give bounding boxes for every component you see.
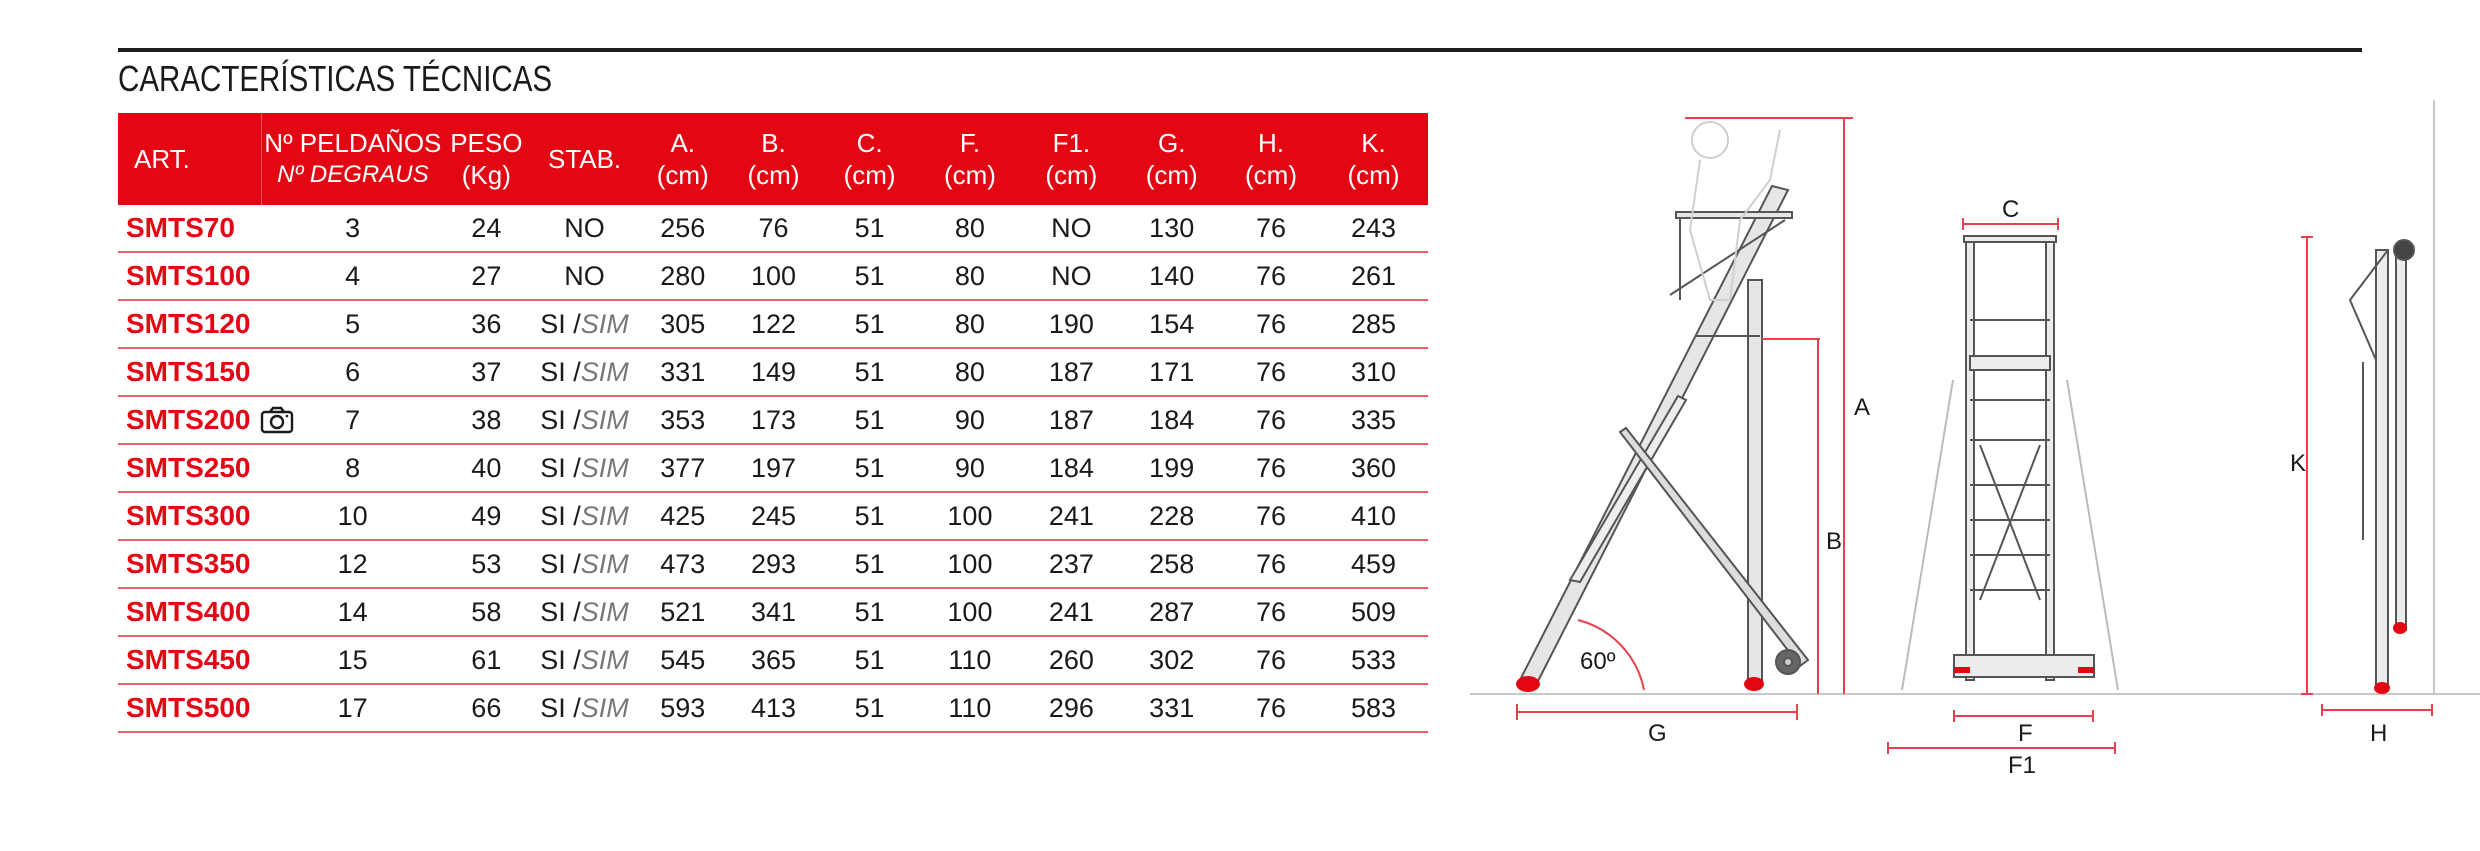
cell-weight: 40 bbox=[444, 444, 529, 492]
page-title: CARACTERÍSTICAS TÉCNICAS bbox=[118, 58, 553, 99]
cell-h: 76 bbox=[1223, 300, 1319, 348]
cell-stab: SI /SIM bbox=[529, 492, 640, 540]
label-angle: 60º bbox=[1580, 648, 1616, 675]
cell-a: 256 bbox=[640, 205, 725, 252]
table-row bbox=[118, 205, 1428, 252]
cell-b: 341 bbox=[725, 588, 821, 636]
cell-g: 302 bbox=[1120, 636, 1222, 684]
cell-f1: 187 bbox=[1022, 348, 1120, 396]
table-row bbox=[118, 588, 1428, 636]
cell-a: 473 bbox=[640, 540, 725, 588]
cell-k: 509 bbox=[1319, 588, 1428, 636]
cell-h: 76 bbox=[1223, 540, 1319, 588]
cell-art: SMTS70 bbox=[118, 205, 262, 252]
cell-steps: 7 bbox=[262, 396, 444, 444]
cell-steps: 3 bbox=[262, 205, 444, 252]
table-row bbox=[118, 492, 1428, 540]
cell-b: 245 bbox=[725, 492, 821, 540]
cell-a: 521 bbox=[640, 588, 725, 636]
label-b: B bbox=[1826, 528, 1843, 555]
cell-f1: 190 bbox=[1022, 300, 1120, 348]
header-f1: F1. (cm) bbox=[1022, 113, 1120, 205]
cell-a: 353 bbox=[640, 396, 725, 444]
cell-f1: NO bbox=[1022, 205, 1120, 252]
header-c: C. (cm) bbox=[822, 113, 918, 205]
header-a: A. (cm) bbox=[640, 113, 725, 205]
cell-c: 51 bbox=[822, 444, 918, 492]
cell-stab: NO bbox=[529, 205, 640, 252]
cell-c: 51 bbox=[822, 300, 918, 348]
cell-f: 90 bbox=[918, 444, 1023, 492]
cell-steps: 5 bbox=[262, 300, 444, 348]
cell-f: 110 bbox=[918, 684, 1023, 732]
cell-h: 76 bbox=[1223, 636, 1319, 684]
side-view bbox=[1520, 186, 1808, 685]
cell-steps: 8 bbox=[262, 444, 444, 492]
cell-steps: 10 bbox=[262, 492, 444, 540]
cell-stab: SI /SIM bbox=[529, 636, 640, 684]
label-a: A bbox=[1854, 394, 1871, 421]
cell-stab: SI /SIM bbox=[529, 684, 640, 732]
header-f: F. (cm) bbox=[918, 113, 1023, 205]
cell-k: 335 bbox=[1319, 396, 1428, 444]
cell-b: 293 bbox=[725, 540, 821, 588]
cell-h: 76 bbox=[1223, 684, 1319, 732]
cell-g: 171 bbox=[1120, 348, 1222, 396]
cell-f: 80 bbox=[918, 252, 1023, 300]
cell-h: 76 bbox=[1223, 348, 1319, 396]
cell-g: 184 bbox=[1120, 396, 1222, 444]
table-row bbox=[118, 396, 1428, 444]
cell-steps: 4 bbox=[262, 252, 444, 300]
cell-c: 51 bbox=[822, 396, 918, 444]
cell-h: 76 bbox=[1223, 492, 1319, 540]
table-header-row bbox=[118, 113, 1428, 205]
cell-art: SMTS500 bbox=[118, 684, 262, 732]
cell-a: 331 bbox=[640, 348, 725, 396]
header-g: G. (cm) bbox=[1120, 113, 1222, 205]
cell-steps: 15 bbox=[262, 636, 444, 684]
cell-g: 140 bbox=[1120, 252, 1222, 300]
cell-weight: 27 bbox=[444, 252, 529, 300]
label-f: F bbox=[2018, 720, 2033, 747]
cell-k: 410 bbox=[1319, 492, 1428, 540]
cell-f1: 296 bbox=[1022, 684, 1120, 732]
front-view bbox=[1902, 236, 2118, 690]
cell-c: 51 bbox=[822, 252, 918, 300]
cell-f1: 260 bbox=[1022, 636, 1120, 684]
cell-f: 90 bbox=[918, 396, 1023, 444]
cell-c: 51 bbox=[822, 588, 918, 636]
cell-h: 76 bbox=[1223, 205, 1319, 252]
cell-g: 130 bbox=[1120, 205, 1222, 252]
cell-k: 285 bbox=[1319, 300, 1428, 348]
cell-b: 76 bbox=[725, 205, 821, 252]
table-row bbox=[118, 444, 1428, 492]
cell-art: SMTS350 bbox=[118, 540, 262, 588]
cell-stab: SI /SIM bbox=[529, 444, 640, 492]
cell-g: 228 bbox=[1120, 492, 1222, 540]
cell-art: SMTS400 bbox=[118, 588, 262, 636]
cell-g: 287 bbox=[1120, 588, 1222, 636]
table-row bbox=[118, 300, 1428, 348]
cell-f1: 187 bbox=[1022, 396, 1120, 444]
cell-h: 76 bbox=[1223, 444, 1319, 492]
table-row bbox=[118, 684, 1428, 732]
cell-weight: 24 bbox=[444, 205, 529, 252]
cell-steps: 17 bbox=[262, 684, 444, 732]
dimension-lines bbox=[1517, 118, 1853, 720]
cell-k: 261 bbox=[1319, 252, 1428, 300]
cell-steps: 6 bbox=[262, 348, 444, 396]
cell-b: 413 bbox=[725, 684, 821, 732]
cell-weight: 58 bbox=[444, 588, 529, 636]
cell-f: 80 bbox=[918, 348, 1023, 396]
cell-stab: SI /SIM bbox=[529, 348, 640, 396]
top-rule bbox=[118, 48, 2362, 52]
cell-weight: 37 bbox=[444, 348, 529, 396]
cell-stab: SI /SIM bbox=[529, 540, 640, 588]
cell-b: 197 bbox=[725, 444, 821, 492]
cell-f1: 241 bbox=[1022, 492, 1120, 540]
cell-b: 365 bbox=[725, 636, 821, 684]
cell-weight: 36 bbox=[444, 300, 529, 348]
cell-g: 199 bbox=[1120, 444, 1222, 492]
label-k: K bbox=[2290, 450, 2307, 477]
cell-f1: NO bbox=[1022, 252, 1120, 300]
cell-weight: 61 bbox=[444, 636, 529, 684]
cell-f1: 237 bbox=[1022, 540, 1120, 588]
cell-c: 51 bbox=[822, 492, 918, 540]
ladder-drawing bbox=[1470, 100, 2480, 800]
cell-f: 80 bbox=[918, 300, 1023, 348]
cell-k: 533 bbox=[1319, 636, 1428, 684]
cell-f1: 184 bbox=[1022, 444, 1120, 492]
camera-icon[interactable] bbox=[260, 406, 294, 434]
header-stab: STAB. bbox=[529, 113, 640, 205]
cell-weight: 38 bbox=[444, 396, 529, 444]
cell-weight: 66 bbox=[444, 684, 529, 732]
cell-art: SMTS300 bbox=[118, 492, 262, 540]
cell-b: 149 bbox=[725, 348, 821, 396]
table-row bbox=[118, 636, 1428, 684]
cell-stab: SI /SIM bbox=[529, 588, 640, 636]
cell-steps: 14 bbox=[262, 588, 444, 636]
folded-view bbox=[2350, 240, 2414, 690]
cell-a: 377 bbox=[640, 444, 725, 492]
cell-steps: 12 bbox=[262, 540, 444, 588]
ladder-diagram bbox=[1470, 100, 2480, 800]
cell-f: 80 bbox=[918, 205, 1023, 252]
cell-c: 51 bbox=[822, 684, 918, 732]
cell-a: 280 bbox=[640, 252, 725, 300]
cell-k: 459 bbox=[1319, 540, 1428, 588]
cell-f1: 241 bbox=[1022, 588, 1120, 636]
cell-h: 76 bbox=[1223, 588, 1319, 636]
cell-g: 154 bbox=[1120, 300, 1222, 348]
cell-weight: 49 bbox=[444, 492, 529, 540]
cell-art: SMTS450 bbox=[118, 636, 262, 684]
cell-k: 310 bbox=[1319, 348, 1428, 396]
label-g: G bbox=[1648, 720, 1667, 747]
cell-g: 258 bbox=[1120, 540, 1222, 588]
cell-stab: NO bbox=[529, 252, 640, 300]
table-row bbox=[118, 540, 1428, 588]
cell-b: 100 bbox=[725, 252, 821, 300]
cell-k: 583 bbox=[1319, 684, 1428, 732]
cell-art: SMTS250 bbox=[118, 444, 262, 492]
cell-g: 331 bbox=[1120, 684, 1222, 732]
cell-a: 425 bbox=[640, 492, 725, 540]
cell-c: 51 bbox=[822, 636, 918, 684]
cell-b: 122 bbox=[725, 300, 821, 348]
cell-c: 51 bbox=[822, 540, 918, 588]
cell-a: 593 bbox=[640, 684, 725, 732]
cell-stab: SI /SIM bbox=[529, 396, 640, 444]
header-k: K. (cm) bbox=[1319, 113, 1428, 205]
cell-f: 100 bbox=[918, 588, 1023, 636]
cell-a: 305 bbox=[640, 300, 725, 348]
header-b: B. (cm) bbox=[725, 113, 821, 205]
cell-c: 51 bbox=[822, 348, 918, 396]
header-weight: PESO (Kg) bbox=[444, 113, 529, 205]
cell-art: SMTS200 bbox=[118, 396, 262, 444]
spec-table bbox=[118, 113, 1428, 733]
cell-k: 360 bbox=[1319, 444, 1428, 492]
table-row bbox=[118, 348, 1428, 396]
cell-a: 545 bbox=[640, 636, 725, 684]
cell-art: SMTS100 bbox=[118, 252, 262, 300]
header-steps: Nº PELDAÑOS Nº DEGRAUS bbox=[262, 113, 444, 205]
header-h: H. (cm) bbox=[1223, 113, 1319, 205]
label-h: H bbox=[2370, 720, 2388, 747]
label-c: C bbox=[2002, 196, 2020, 223]
cell-art: SMTS150 bbox=[118, 348, 262, 396]
label-f1: F1 bbox=[2008, 752, 2037, 779]
table-row bbox=[118, 252, 1428, 300]
cell-stab: SI /SIM bbox=[529, 300, 640, 348]
cell-f: 110 bbox=[918, 636, 1023, 684]
cell-art: SMTS120 bbox=[118, 300, 262, 348]
folded-dimension-lines bbox=[2301, 237, 2432, 716]
cell-h: 76 bbox=[1223, 396, 1319, 444]
cell-c: 51 bbox=[822, 205, 918, 252]
cell-b: 173 bbox=[725, 396, 821, 444]
header-art: ART. bbox=[118, 113, 262, 205]
cell-h: 76 bbox=[1223, 252, 1319, 300]
cell-weight: 53 bbox=[444, 540, 529, 588]
cell-f: 100 bbox=[918, 492, 1023, 540]
cell-f: 100 bbox=[918, 540, 1023, 588]
cell-k: 243 bbox=[1319, 205, 1428, 252]
